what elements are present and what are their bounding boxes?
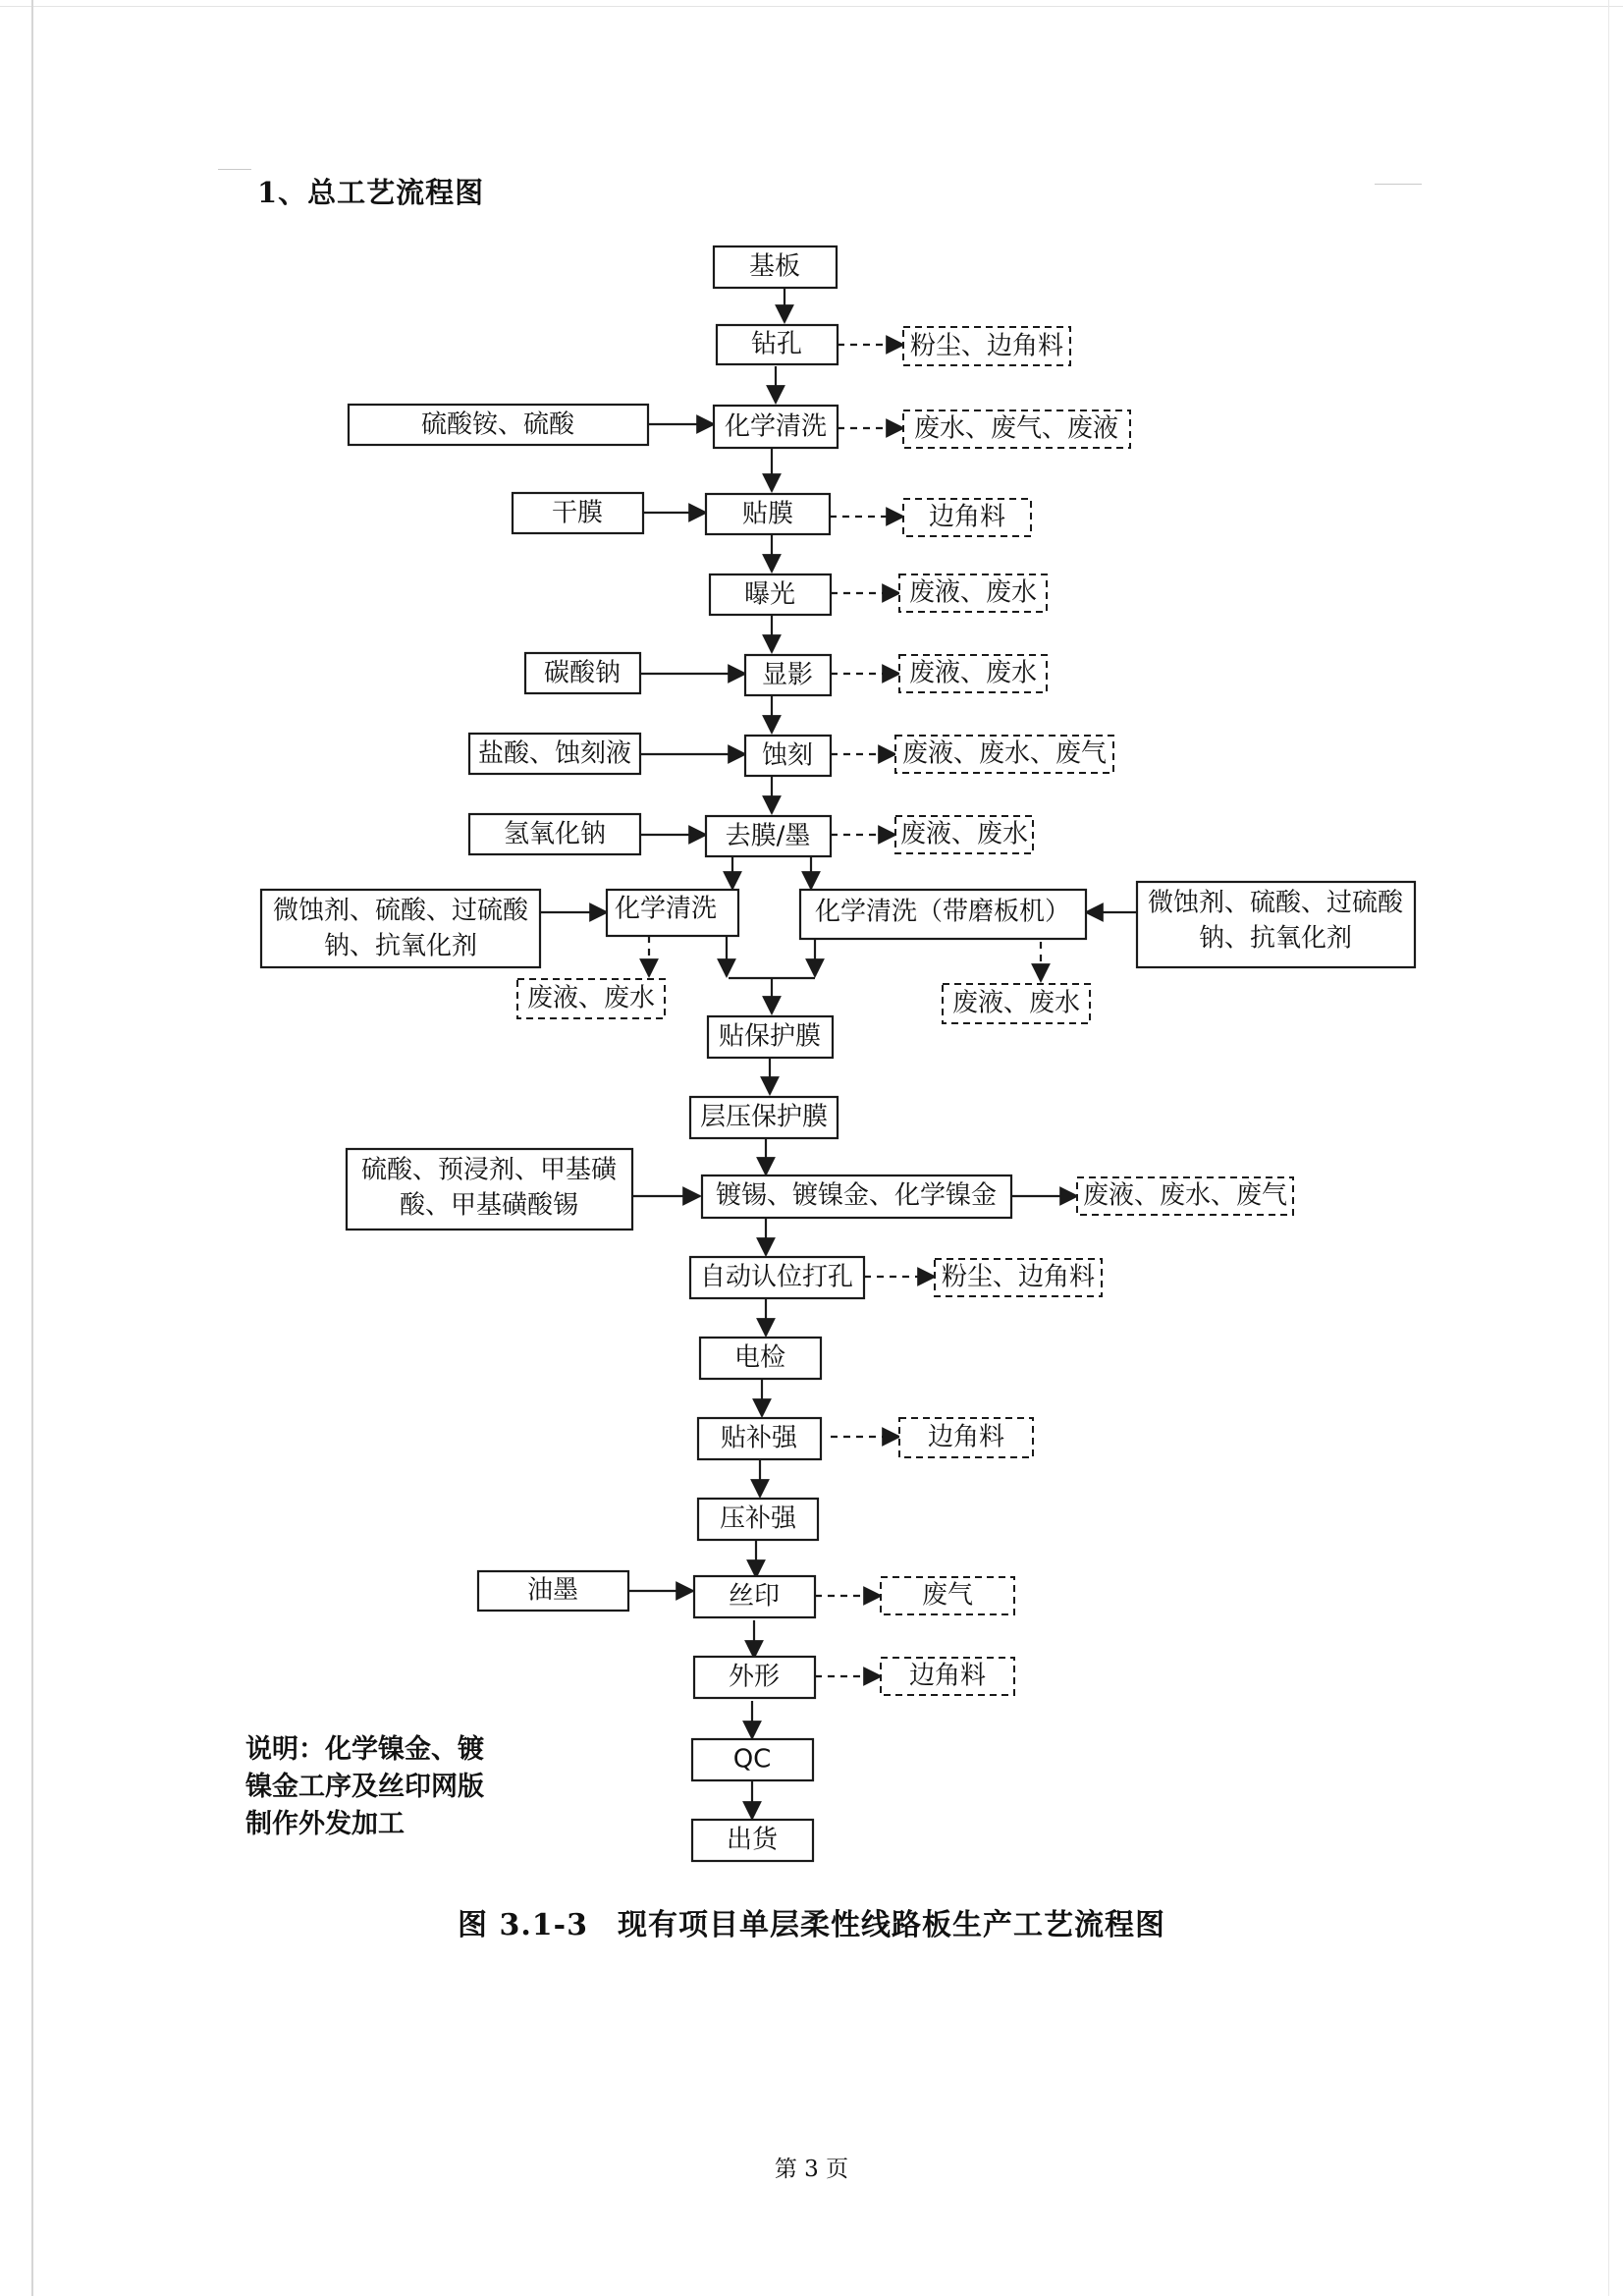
input-label: 盐酸、蚀刻液 xyxy=(477,738,632,769)
input-label: 硫酸铵、硫酸 xyxy=(420,410,575,440)
step-stripping xyxy=(706,816,831,856)
output-label: 粉尘、边角料 xyxy=(941,1262,1096,1292)
step-label: QC xyxy=(732,1744,772,1775)
step-label: 外形 xyxy=(728,1662,781,1692)
input-label: 钠、抗氧化剂 xyxy=(323,931,478,961)
output-label: 废水、废气、废液 xyxy=(913,413,1119,444)
input-box xyxy=(349,405,648,445)
output-box xyxy=(881,1577,1014,1614)
step-auto-punching xyxy=(690,1257,864,1298)
step-press-stiffener xyxy=(698,1499,818,1540)
figure-title: 现有项目单层柔性线路板生产工艺流程图 xyxy=(617,1908,1165,1942)
output-box xyxy=(895,736,1113,773)
output-box xyxy=(517,979,665,1018)
note-line: 镍金工序及丝印网版 xyxy=(245,1772,484,1802)
input-label: 酸、甲基磺酸锡 xyxy=(399,1190,579,1221)
input-label: 微蚀剂、硫酸、过硫酸 xyxy=(272,896,529,926)
step-label: 钻孔 xyxy=(750,329,803,359)
figure-caption xyxy=(0,1900,1623,1943)
step-label: 丝印 xyxy=(728,1581,781,1612)
output-label: 废液、废水、废气 xyxy=(901,738,1108,769)
step-exposure xyxy=(710,574,831,615)
input-label: 硫酸、预浸剂、甲基磺 xyxy=(360,1155,618,1185)
input-label: 干膜 xyxy=(551,498,604,528)
process-note xyxy=(245,1731,520,1843)
output-label: 废液、废水 xyxy=(908,658,1038,688)
input-box xyxy=(1137,882,1415,967)
step-plating xyxy=(702,1175,1011,1218)
step-label: 压补强 xyxy=(719,1503,797,1534)
step-label: 贴保护膜 xyxy=(718,1021,822,1052)
output-label: 废液、废水 xyxy=(526,983,656,1013)
step-developing xyxy=(745,655,831,695)
step-chemical-cleaning xyxy=(714,406,838,448)
input-box xyxy=(469,734,640,774)
step-attach-stiffener xyxy=(698,1418,821,1459)
input-box xyxy=(261,890,540,967)
output-label: 废液、废水 xyxy=(951,988,1081,1018)
note-line: 制作外发加工 xyxy=(245,1809,405,1839)
output-label: 粉尘、边角料 xyxy=(909,331,1064,361)
step-label: 化学清洗 xyxy=(614,894,718,924)
input-box xyxy=(347,1149,632,1230)
output-box xyxy=(899,574,1047,612)
input-label: 氢氧化钠 xyxy=(503,819,607,849)
output-label: 废液、废水 xyxy=(908,577,1038,608)
step-chemical-cleaning-right xyxy=(800,890,1086,939)
step-electrical-test xyxy=(700,1338,821,1379)
output-label: 废液、废水、废气 xyxy=(1082,1180,1288,1211)
output-box xyxy=(899,655,1047,692)
output-box xyxy=(881,1658,1014,1695)
step-label: 贴补强 xyxy=(720,1423,798,1453)
input-label: 微蚀剂、硫酸、过硫酸 xyxy=(1147,888,1404,918)
step-label: 自动认位打孔 xyxy=(699,1262,854,1292)
input-box xyxy=(469,814,640,854)
input-box xyxy=(513,493,643,533)
step-lamination xyxy=(706,494,830,534)
output-box xyxy=(1077,1177,1293,1215)
input-label: 油墨 xyxy=(526,1575,579,1606)
step-laminate-protective-film xyxy=(690,1097,838,1138)
step-label: 基板 xyxy=(748,251,801,282)
step-label: 出货 xyxy=(726,1825,779,1855)
input-label: 碳酸钠 xyxy=(543,658,622,688)
step-label: 贴膜 xyxy=(741,499,794,529)
step-protective-film xyxy=(708,1016,833,1058)
output-box xyxy=(903,410,1130,448)
step-label: 化学清洗（带磨板机） xyxy=(814,897,1071,927)
step-screen-printing xyxy=(694,1576,815,1617)
page-number: 第 3 页 xyxy=(774,2157,849,2182)
step-label: 镀锡、镀镍金、化学镍金 xyxy=(715,1180,998,1211)
output-label: 废气 xyxy=(921,1580,974,1611)
step-drilling xyxy=(717,325,838,364)
output-box xyxy=(899,1418,1033,1457)
input-box xyxy=(478,1571,628,1611)
output-box xyxy=(943,984,1090,1023)
figure-number: 图 3.1-3 xyxy=(458,1908,588,1942)
step-label: 化学清洗 xyxy=(724,411,828,442)
step-etching xyxy=(745,736,831,776)
step-profiling xyxy=(694,1657,815,1698)
step-qc xyxy=(692,1739,813,1780)
output-label: 边角料 xyxy=(928,502,1006,532)
note-line: 说明：化学镍金、镀 xyxy=(245,1734,484,1765)
output-label: 边角料 xyxy=(927,1422,1005,1452)
output-label: 边角料 xyxy=(908,1661,987,1691)
input-box xyxy=(525,653,640,693)
step-shipping xyxy=(692,1820,813,1861)
output-box xyxy=(903,499,1031,536)
step-label: 蚀刻 xyxy=(761,740,814,771)
step-label: 曝光 xyxy=(743,579,796,610)
input-label: 钠、抗氧化剂 xyxy=(1198,923,1353,954)
step-label: 层压保护膜 xyxy=(699,1102,829,1132)
step-label: 显影 xyxy=(761,660,814,690)
step-label: 去膜/墨 xyxy=(725,821,811,851)
step-substrate xyxy=(714,246,837,288)
output-box xyxy=(903,327,1070,365)
output-label: 废液、废水 xyxy=(899,819,1029,849)
section-heading: 1、总工艺流程图 xyxy=(257,176,485,209)
output-box xyxy=(895,816,1033,853)
step-label: 电检 xyxy=(733,1342,786,1373)
step-chemical-cleaning-left xyxy=(607,890,738,936)
output-box xyxy=(935,1259,1102,1296)
